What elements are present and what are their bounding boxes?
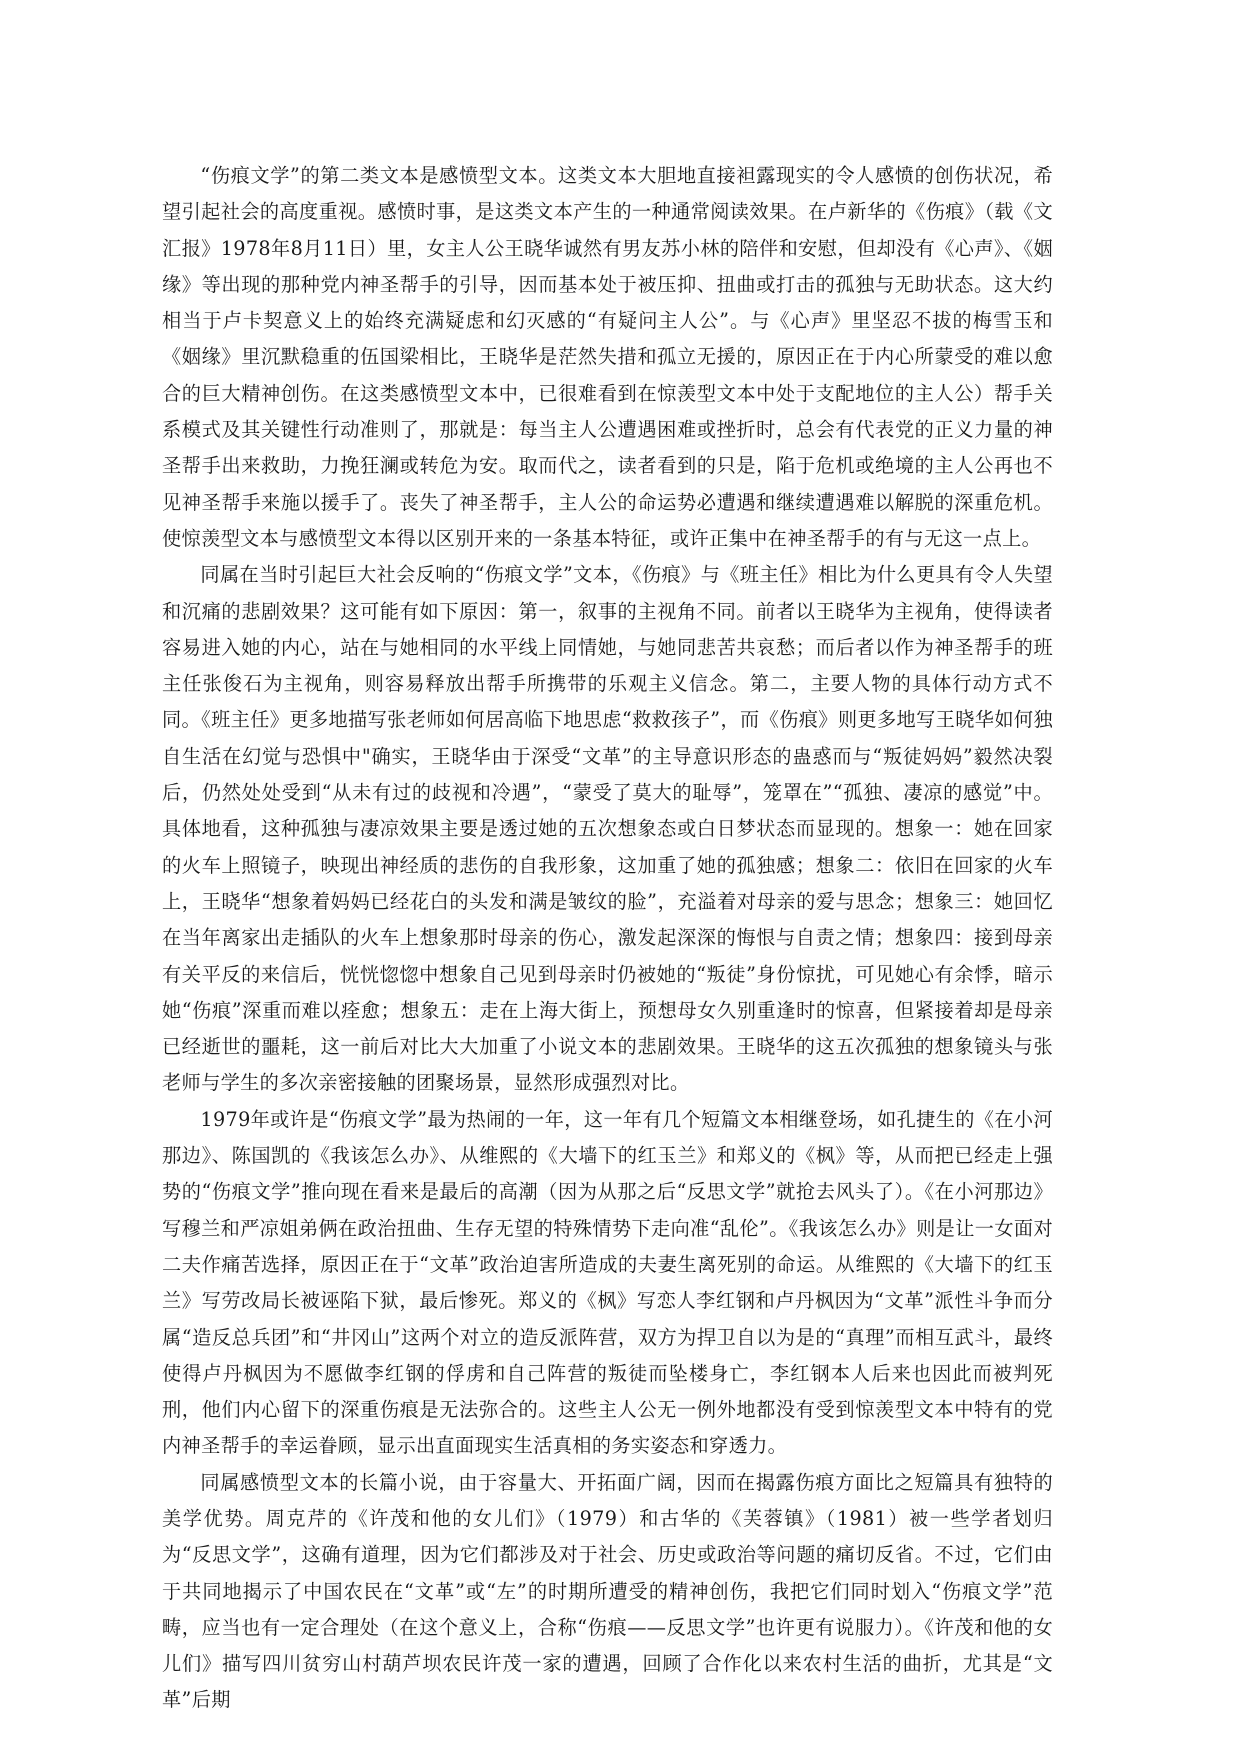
- paragraph-1: “伤痕文学”的第二类文本是感愤型文本。这类文本大胆地直接袒露现实的令人感愤的创伤状况，希望引起社会的高度重视。感愤时事，是这类文本产生的一种通常阅读效果。在卢新华的《伤痕》（载《文汇报》1978年8月11日）里，女主人公王晓华诚然有男友苏小林的陪伴和安慰，但却没有《心声》、《姻缘》等出现的那种党内神圣帮手的引导，因而基本处于被压抑、扭曲或打击的孤独与无助状态。这大约相当于卢卡契意义上的始终充满疑虑和幻灭感的“有疑问主人公”。与《心声》里坚忍不拔的梅雪玉和《姻缘》里沉默稳重的伍国梁相比，王晓华是茫然失措和孤立无援的，原因正在于内心所蒙受的难以愈合的巨大精神创伤。在这类感愤型文本中，已很难看到在惊羡型文本中处于支配地位的主人公）帮手关系模式及其关键性行动准则了，那就是：每当主人公遭遇困难或挫折时，总会有代表党的正义力量的神圣帮手出来救助，力挽狂澜或转危为安。取而代之，读者看到的只是，陷于危机或绝境的主人公再也不见神圣帮手来施以援手了。丧失了神圣帮手，主人公的命运势必遭遇和继续遭遇难以解脱的深重危机。使惊羡型文本与感愤型文本得以区别开来的一条基本特征，或许正集中在神圣帮手的有与无这一点上。: [162, 164, 1053, 550]
- paragraph-3: 1979年或许是“伤痕文学”最为热闹的一年，这一年有几个短篇文本相继登场，如孔捷生的《在小河那边》、陈国凯的《我该怎么办》、从维熙的《大墙下的红玉兰》和郑义的《枫》等，从而把已经走上强势的“伤痕文学”推向现在看来是最后的高潮（因为从那之后“反思文学”就抢去风头了）。《在小河那边》写穆兰和严凉姐弟俩在政治扭曲、生存无望的特殊情势下走向准“乱伦”。《我该怎么办》则是让一女面对二夫作痛苦选择，原因正在于“文革”政治迫害所造成的夫妻生离死别的命运。从维熙的《大墙下的红玉兰》写劳改局长被诬陷下狱，最后惨死。郑义的《枫》写恋人李红钢和卢丹枫因为“文革”派性斗争而分属“造反总兵团”和“井冈山”这两个对立的造反派阵营，双方为捍卫自以为是的“真理”而相互武斗，最终使得卢丹枫因为不愿做李红钢的俘虏和自己阵营的叛徒而坠楼身亡，李红钢本人后来也因此而被判死刑，他们内心留下的深重伤痕是无法弥合的。这些主人公无一例外地都没有受到惊羡型文本中特有的党内神圣帮手的幸运眷顾，显示出直面现实生活真相的务实姿态和穿透力。: [162, 1107, 1054, 1458]
- document-body: [162, 158, 1053, 1719]
- paragraph-4: 同属感愤型文本的长篇小说，由于容量大、开拓面广阔，因而在揭露伤痕方面比之短篇具有独特的美学优势。周克芹的《许茂和他的女儿们》（1979）和古华的《芙蓉镇》（1981）被一些学者划归为“反思文学”，这确有道理，因为它们都涉及对于社会、历史或政治等问题的痛切反省。不过，它们由于共同地揭示了中国农民在“文革”或“左”的时期所遭受的精神创伤，我把它们同时划入“伤痕文学”范畴，应当也有一定合理处（在这个意义上，合称“伤痕——反思文学”也许更有说服力）。《许茂和他的女儿们》描写四川贫穷山村葫芦坝农民许茂一家的遭遇，回顾了合作化以来农村生活的曲折，尤其是“文革”后期: [162, 1470, 1053, 1712]
- paragraph-2: 同属在当时引起巨大社会反响的“伤痕文学”文本，《伤痕》与《班主任》相比为什么更具有令人失望和沉痛的悲剧效果？这可能有如下原因：第一，叙事的主视角不同。前者以王晓华为主视角，使得读者容易进入她的内心，站在与她相同的水平线上同情她，与她同悲苦共哀愁；而后者以作为神圣帮手的班主任张俊石为主视角，则容易释放出帮手所携带的乐观主义信念。第二，主要人物的具体行动方式不同。《班主任》更多地描写张老师如何居高临下地思虑“救救孩子”，而《伤痕》则更多地写王晓华如何独自生活在幻觉与恐惧中"确实，王晓华由于深受“文革”的主导意识形态的蛊惑而与“叛徒妈妈”毅然决裂后，仍然处处受到“从未有过的歧视和冷遇”，“蒙受了莫大的耻辱”，笼罩在”“孤独、凄凉的感觉”中。具体地看，这种孤独与凄凉效果主要是透过她的五次想象态或白日梦状态而显现的。想象一：她在回家的火车上照镜子，映现出神经质的悲伤的自我形象，这加重了她的孤独感；想象二：依旧在回家的火车上，王晓华“想象着妈妈已经花白的头发和满是皱纹的脸”，充溢着对母亲的爱与思念；想象三：她回忆在当年离家出走插队的火车上想象那时母亲的伤心，激发起深深的悔恨与自责之情；想象四：接到母亲有关平反的来信后，恍恍惚惚中想象自己见到母亲时仍被她的“叛徒”身份惊扰，可见她心有余悸，暗示她“伤痕”深重而难以痊愈；想象五：走在上海大街上，预想母女久别重逢时的惊喜，但紧接着却是母亲已经逝世的噩耗，这一前后对比大大加重了小说文本的悲剧效果。王晓华的这五次孤独的想象镜头与张老师与学生的多次亲密接触的团聚场景，显然形成强烈对比。: [162, 563, 1053, 1095]
